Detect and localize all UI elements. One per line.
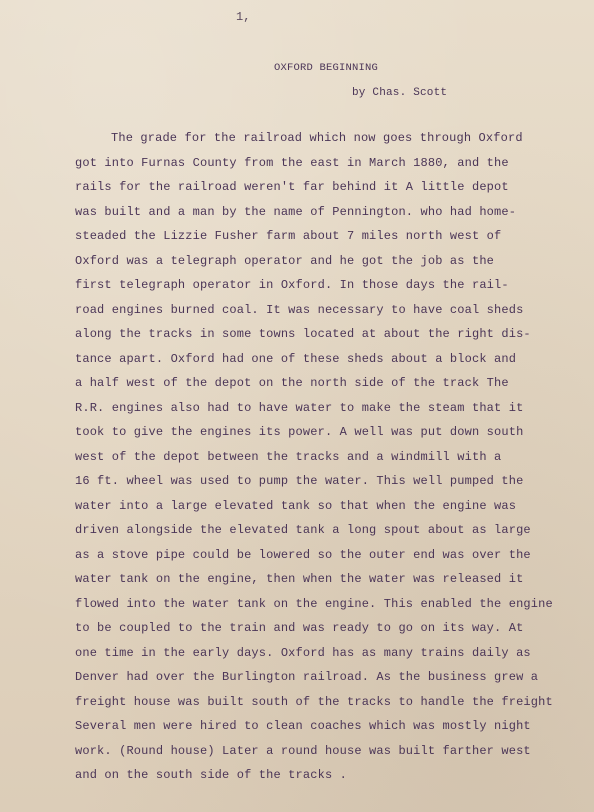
text-line: got into Furnas County from the east in March 1880, and the bbox=[75, 155, 509, 170]
text-line: took to give the engines its power. A well was put down south bbox=[75, 425, 524, 439]
text-line: as a stove pipe could be lowered so the outer end was over the bbox=[75, 547, 531, 562]
text-line: first telegraph operator in Oxford. In those days the rail- bbox=[75, 278, 509, 292]
text-line: 16 ft. wheel was used to pump the water. This well pumped the bbox=[75, 474, 524, 488]
text-line: Denver had over the Burlington railroad. As the business grew a bbox=[75, 670, 539, 684]
text-line: The grade for the railroad which now goes through Oxford bbox=[111, 131, 523, 145]
text-line: west of the depot between the tracks and a windmill with a bbox=[75, 449, 502, 464]
body-text bbox=[75, 126, 565, 788]
text-line: one time in the early days. Oxford has as many trains daily as bbox=[75, 645, 531, 660]
text-line: water tank on the engine, then when the water was released it bbox=[75, 572, 524, 586]
text-line: and on the south side of the tracks . bbox=[75, 768, 347, 782]
text-line: tance apart. Oxford had one of these sheds about a block and bbox=[75, 351, 517, 366]
text-line: R.R. engines also had to have water to make the steam that it bbox=[75, 400, 524, 415]
text-line: water into a large elevated tank so that when the engine was bbox=[75, 498, 517, 513]
text-line: to be coupled to the train and was ready to go on its way. At bbox=[75, 621, 524, 635]
page-mark: 1, bbox=[236, 10, 251, 24]
text-line: was built and a man by the name of Pennington. who had home- bbox=[75, 204, 517, 219]
text-line: flowed into the water tank on the engine. This enabled the engine bbox=[75, 596, 553, 611]
document-byline: by Chas. Scott bbox=[352, 87, 448, 99]
text-line: a half west of the depot on the north side of the track The bbox=[75, 376, 509, 390]
text-line: road engines burned coal. It was necessary to have coal sheds bbox=[75, 302, 524, 317]
text-line: work. (Round house) Later a round house was built farther west bbox=[75, 743, 531, 758]
text-line: Several men were hired to clean coaches which was mostly night bbox=[75, 719, 531, 733]
text-line: rails for the railroad weren't far behind it A little depot bbox=[75, 180, 509, 194]
text-line: steaded the Lizzie Fusher farm about 7 miles north west of bbox=[75, 229, 502, 243]
text-line: freight house was built south of the tracks to handle the freight bbox=[75, 694, 553, 709]
document-title: OXFORD BEGINNING bbox=[274, 62, 379, 74]
text-line: Oxford was a telegraph operator and he got the job as the bbox=[75, 253, 495, 268]
text-line: along the tracks in some towns located at about the right dis- bbox=[75, 327, 531, 341]
text-line: driven alongside the elevated tank a long spout about as large bbox=[75, 523, 531, 537]
